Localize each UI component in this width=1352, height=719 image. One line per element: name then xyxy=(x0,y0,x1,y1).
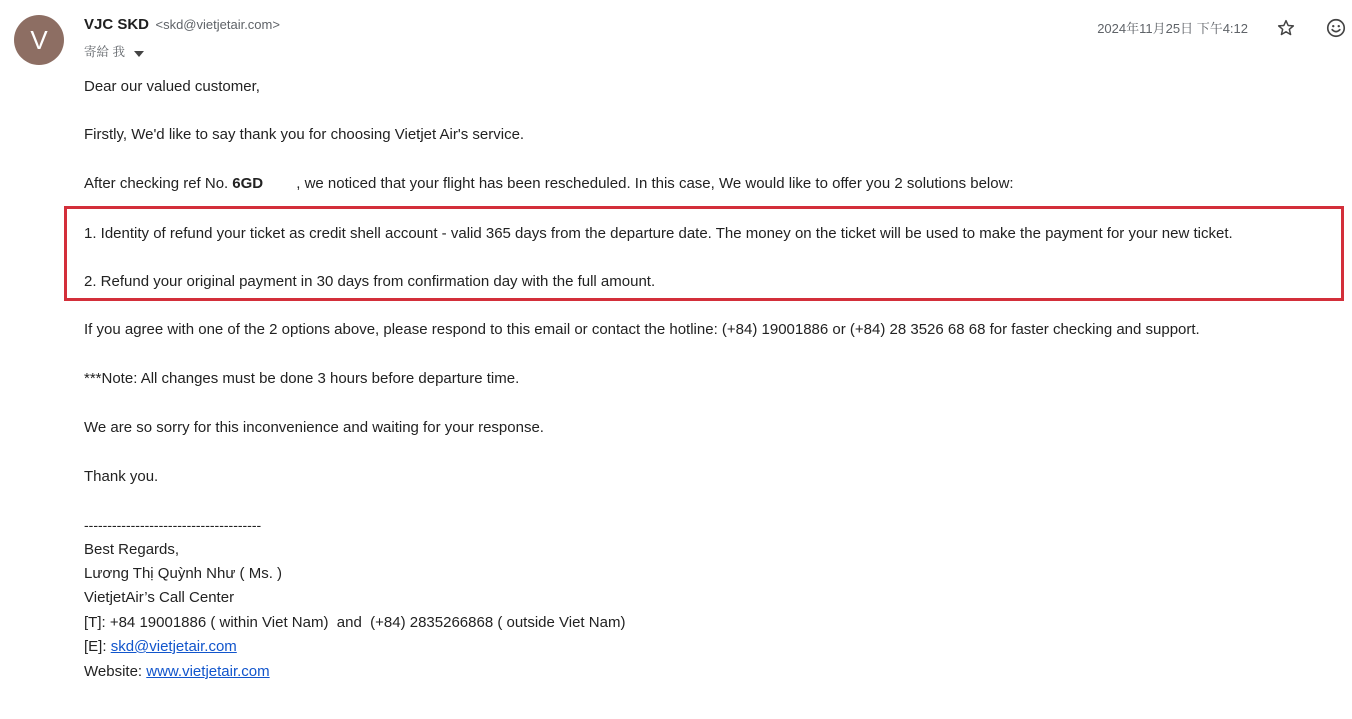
signature-regards: Best Regards, xyxy=(84,541,180,558)
thanks-paragraph: Firstly, We'd like to say thank you for choosing Vietjet Air's service. xyxy=(84,126,525,143)
caret-down-icon[interactable] xyxy=(134,46,144,60)
thank-you: Thank you. xyxy=(84,468,159,485)
signature-website-link[interactable]: www.vietjetair.com xyxy=(146,663,270,680)
signature-website-line xyxy=(84,662,270,682)
sender-avatar[interactable]: V xyxy=(14,15,64,65)
recipient-label: 寄給 我 xyxy=(84,45,125,59)
note-paragraph: ***Note: All changes must be done 3 hours before departure time. xyxy=(84,370,520,387)
recipient-details-toggle[interactable] xyxy=(84,42,144,60)
message-timestamp: 2024年11月25日 下午4:12 xyxy=(1097,21,1248,36)
ref-number: 6GD xyxy=(232,175,264,192)
ref-prefix: After checking ref No. xyxy=(84,175,229,192)
sender-line xyxy=(84,16,280,34)
smiley-icon[interactable] xyxy=(1324,16,1348,40)
message-header xyxy=(84,14,1352,64)
option-2: 2. Refund your original payment in 30 days from confirmation day with the full amount. xyxy=(84,273,656,290)
star-icon[interactable] xyxy=(1274,16,1298,40)
sorry-paragraph: We are so sorry for this inconvenience and waiting for your response. xyxy=(84,419,544,436)
option-1: 1. Identity of refund your ticket as credit shell account - valid 365 days from the departure date. The money on the ticket will be used to make the payment for your new ticket. xyxy=(84,225,1233,242)
greeting: Dear our valued customer, xyxy=(84,78,260,95)
signature-website-label: Website: xyxy=(84,663,143,680)
ref-suffix: , we noticed that your flight has been rescheduled. In this case, We would like to offer you 2 solutions below: xyxy=(296,175,1014,192)
signature-org: VietjetAir’s Call Center xyxy=(84,589,235,606)
signature-phone: [T]: +84 19001886 ( within Viet Nam) and (+84) 2835266868 ( outside Viet Nam) xyxy=(84,614,626,631)
ref-paragraph xyxy=(84,174,1014,194)
signature-divider: -------------------------------------- xyxy=(84,517,262,533)
signature-name: Lương Thị Quỳnh Như ( Ms. ) xyxy=(84,565,283,582)
sender-email[interactable]: <skd@vietjetair.com> xyxy=(155,17,280,32)
signature-email-link[interactable]: skd@vietjetair.com xyxy=(110,638,237,655)
signature-email-line xyxy=(84,637,237,657)
contact-paragraph: If you agree with one of the 2 options above, please respond to this email or contact the hotline: (+84) 19001886 or (+84) 28 3526 68 68 for faster checking and support. xyxy=(84,321,1200,338)
sender-name[interactable]: VJC SKD xyxy=(84,16,150,33)
signature-email-label: [E]: xyxy=(84,638,107,655)
